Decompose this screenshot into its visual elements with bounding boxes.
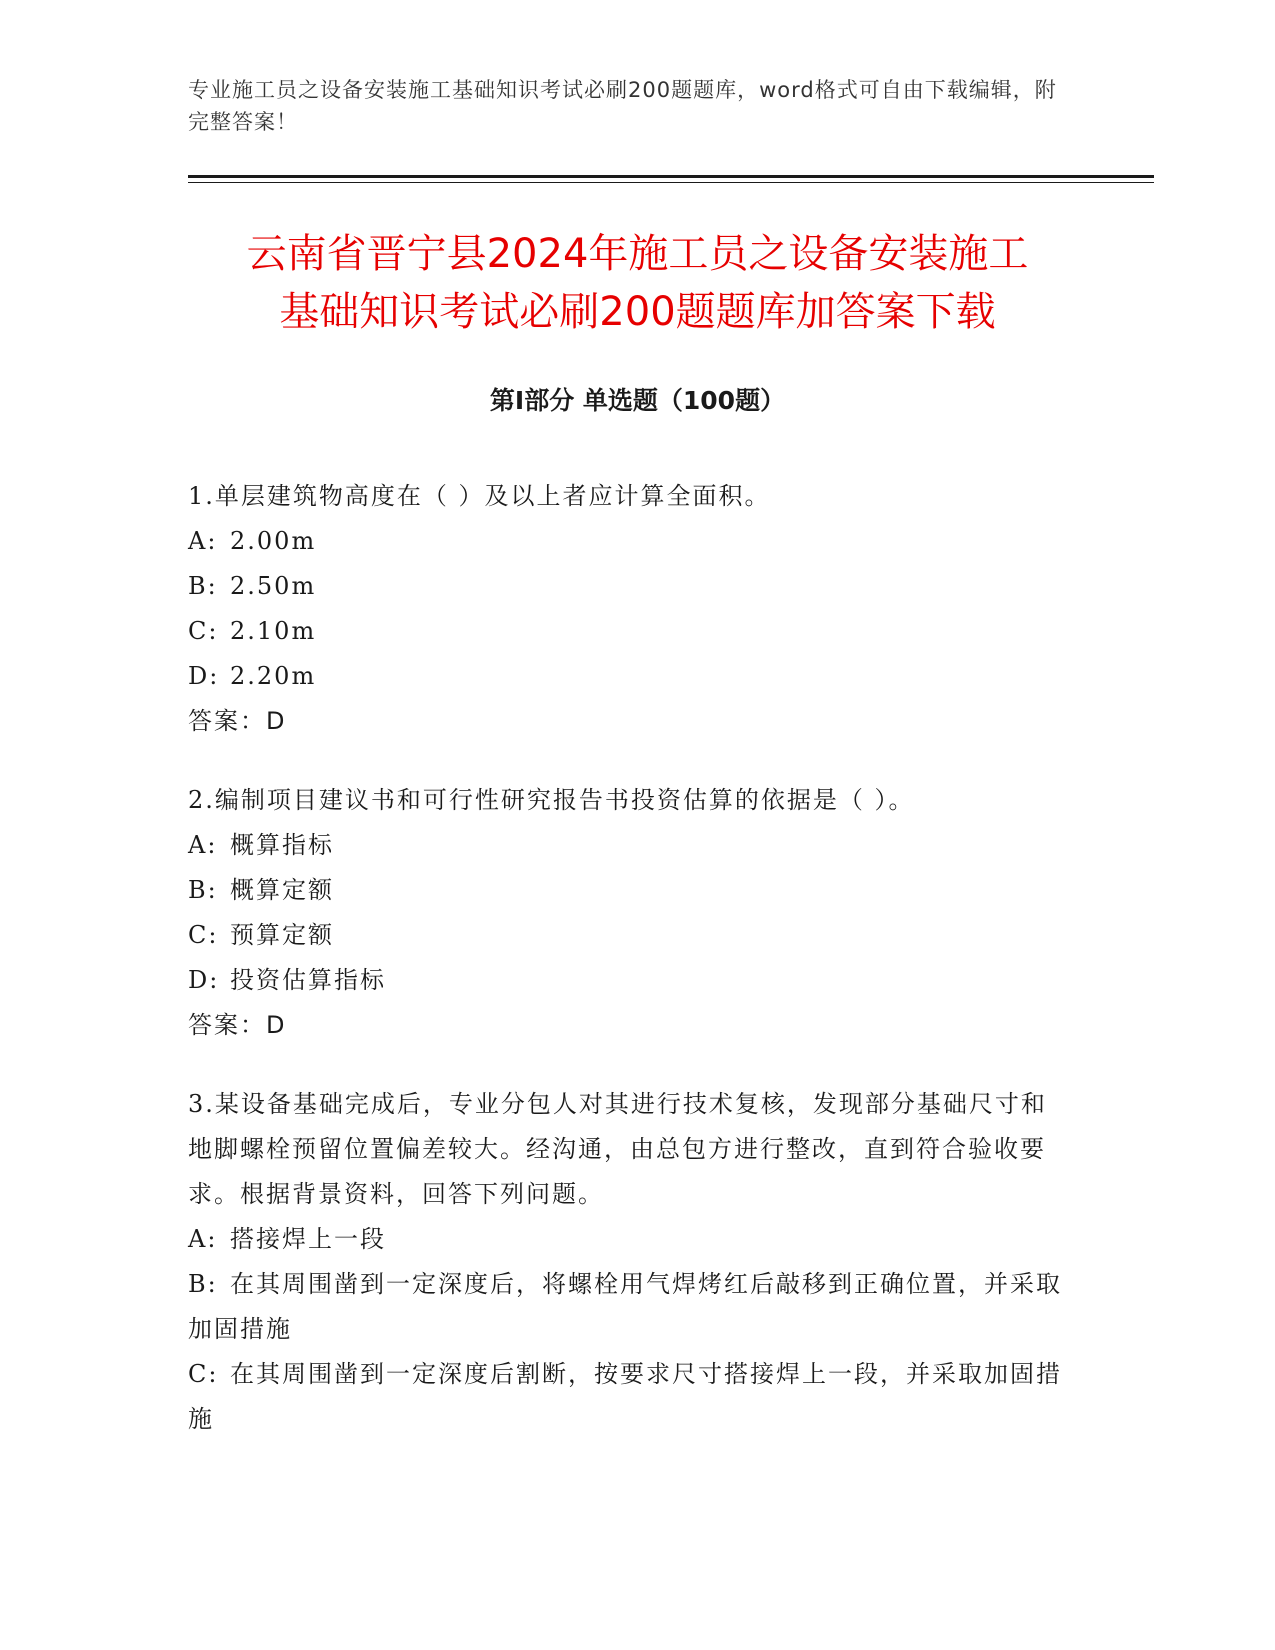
header-rule-thin — [188, 182, 1154, 183]
option-text: 在其周围凿到一定深度后，将螺栓用气焊烤红后敲移到正确位置，并采取加固措施 — [188, 1270, 1062, 1343]
option-key: C: — [188, 921, 219, 949]
question-3 — [188, 1082, 1068, 1442]
option-a — [188, 823, 1068, 868]
question-1 — [188, 474, 1068, 744]
option-text: 2.20m — [230, 662, 317, 690]
header-note: 专业施工员之设备安装施工基础知识考试必刷200题题库，word格式可自由下载编辑，附完整答案！ — [188, 78, 1057, 134]
option-key: A: — [188, 1225, 218, 1253]
option-key: A: — [188, 831, 218, 859]
question-2 — [188, 778, 1068, 1048]
question-answer: 答案：D — [188, 1011, 287, 1039]
question-stem: 3.某设备基础完成后，专业分包人对其进行技术复核，发现部分基础尺寸和地脚螺栓预留位置偏差较大。经沟通，由总包方进行整改，直到符合验收要求。根据背景资料，回答下列问题。 — [188, 1090, 1047, 1208]
question-stem: 2.编制项目建议书和可行性研究报告书投资估算的依据是（ ）。 — [188, 786, 915, 814]
document-title-line1: 云南省晋宁县2024年施工员之设备安装施工 — [246, 231, 1029, 277]
header-rule-thick — [188, 175, 1154, 178]
option-text: 在其周围凿到一定深度后割断，按要求尺寸搭接焊上一段，并采取加固措施 — [188, 1360, 1062, 1433]
option-text: 概算指标 — [230, 831, 334, 859]
option-text: 搭接焊上一段 — [230, 1225, 386, 1253]
question-list — [188, 474, 1068, 1476]
option-a — [188, 1217, 1068, 1262]
option-b — [188, 564, 1068, 609]
option-text: 预算定额 — [230, 921, 334, 949]
option-text: 投资估算指标 — [230, 966, 386, 994]
option-d — [188, 654, 1068, 699]
option-key: D: — [188, 662, 220, 690]
option-key: B: — [188, 572, 218, 600]
option-key: B: — [188, 876, 218, 904]
option-key: B: — [188, 1270, 218, 1298]
section-title: 第Ⅰ部分 单选题（100题） — [489, 386, 786, 415]
option-c — [188, 1352, 1068, 1442]
option-text: 2.50m — [230, 572, 317, 600]
question-stem: 1.单层建筑物高度在（ ）及以上者应计算全面积。 — [188, 482, 771, 510]
option-key: D: — [188, 966, 220, 994]
question-answer: 答案：D — [188, 707, 287, 735]
option-text: 2.00m — [230, 527, 317, 555]
option-b — [188, 868, 1068, 913]
document-title-line2: 基础知识考试必刷200题题库加答案下载 — [279, 289, 996, 335]
option-c — [188, 609, 1068, 654]
option-text: 概算定额 — [230, 876, 334, 904]
option-key: A: — [188, 527, 218, 555]
option-b — [188, 1262, 1068, 1352]
option-text: 2.10m — [230, 617, 317, 645]
option-a — [188, 519, 1068, 564]
option-key: C: — [188, 617, 219, 645]
option-d — [188, 958, 1068, 1003]
option-key: C: — [188, 1360, 219, 1388]
option-c — [188, 913, 1068, 958]
document-title — [150, 225, 1125, 341]
